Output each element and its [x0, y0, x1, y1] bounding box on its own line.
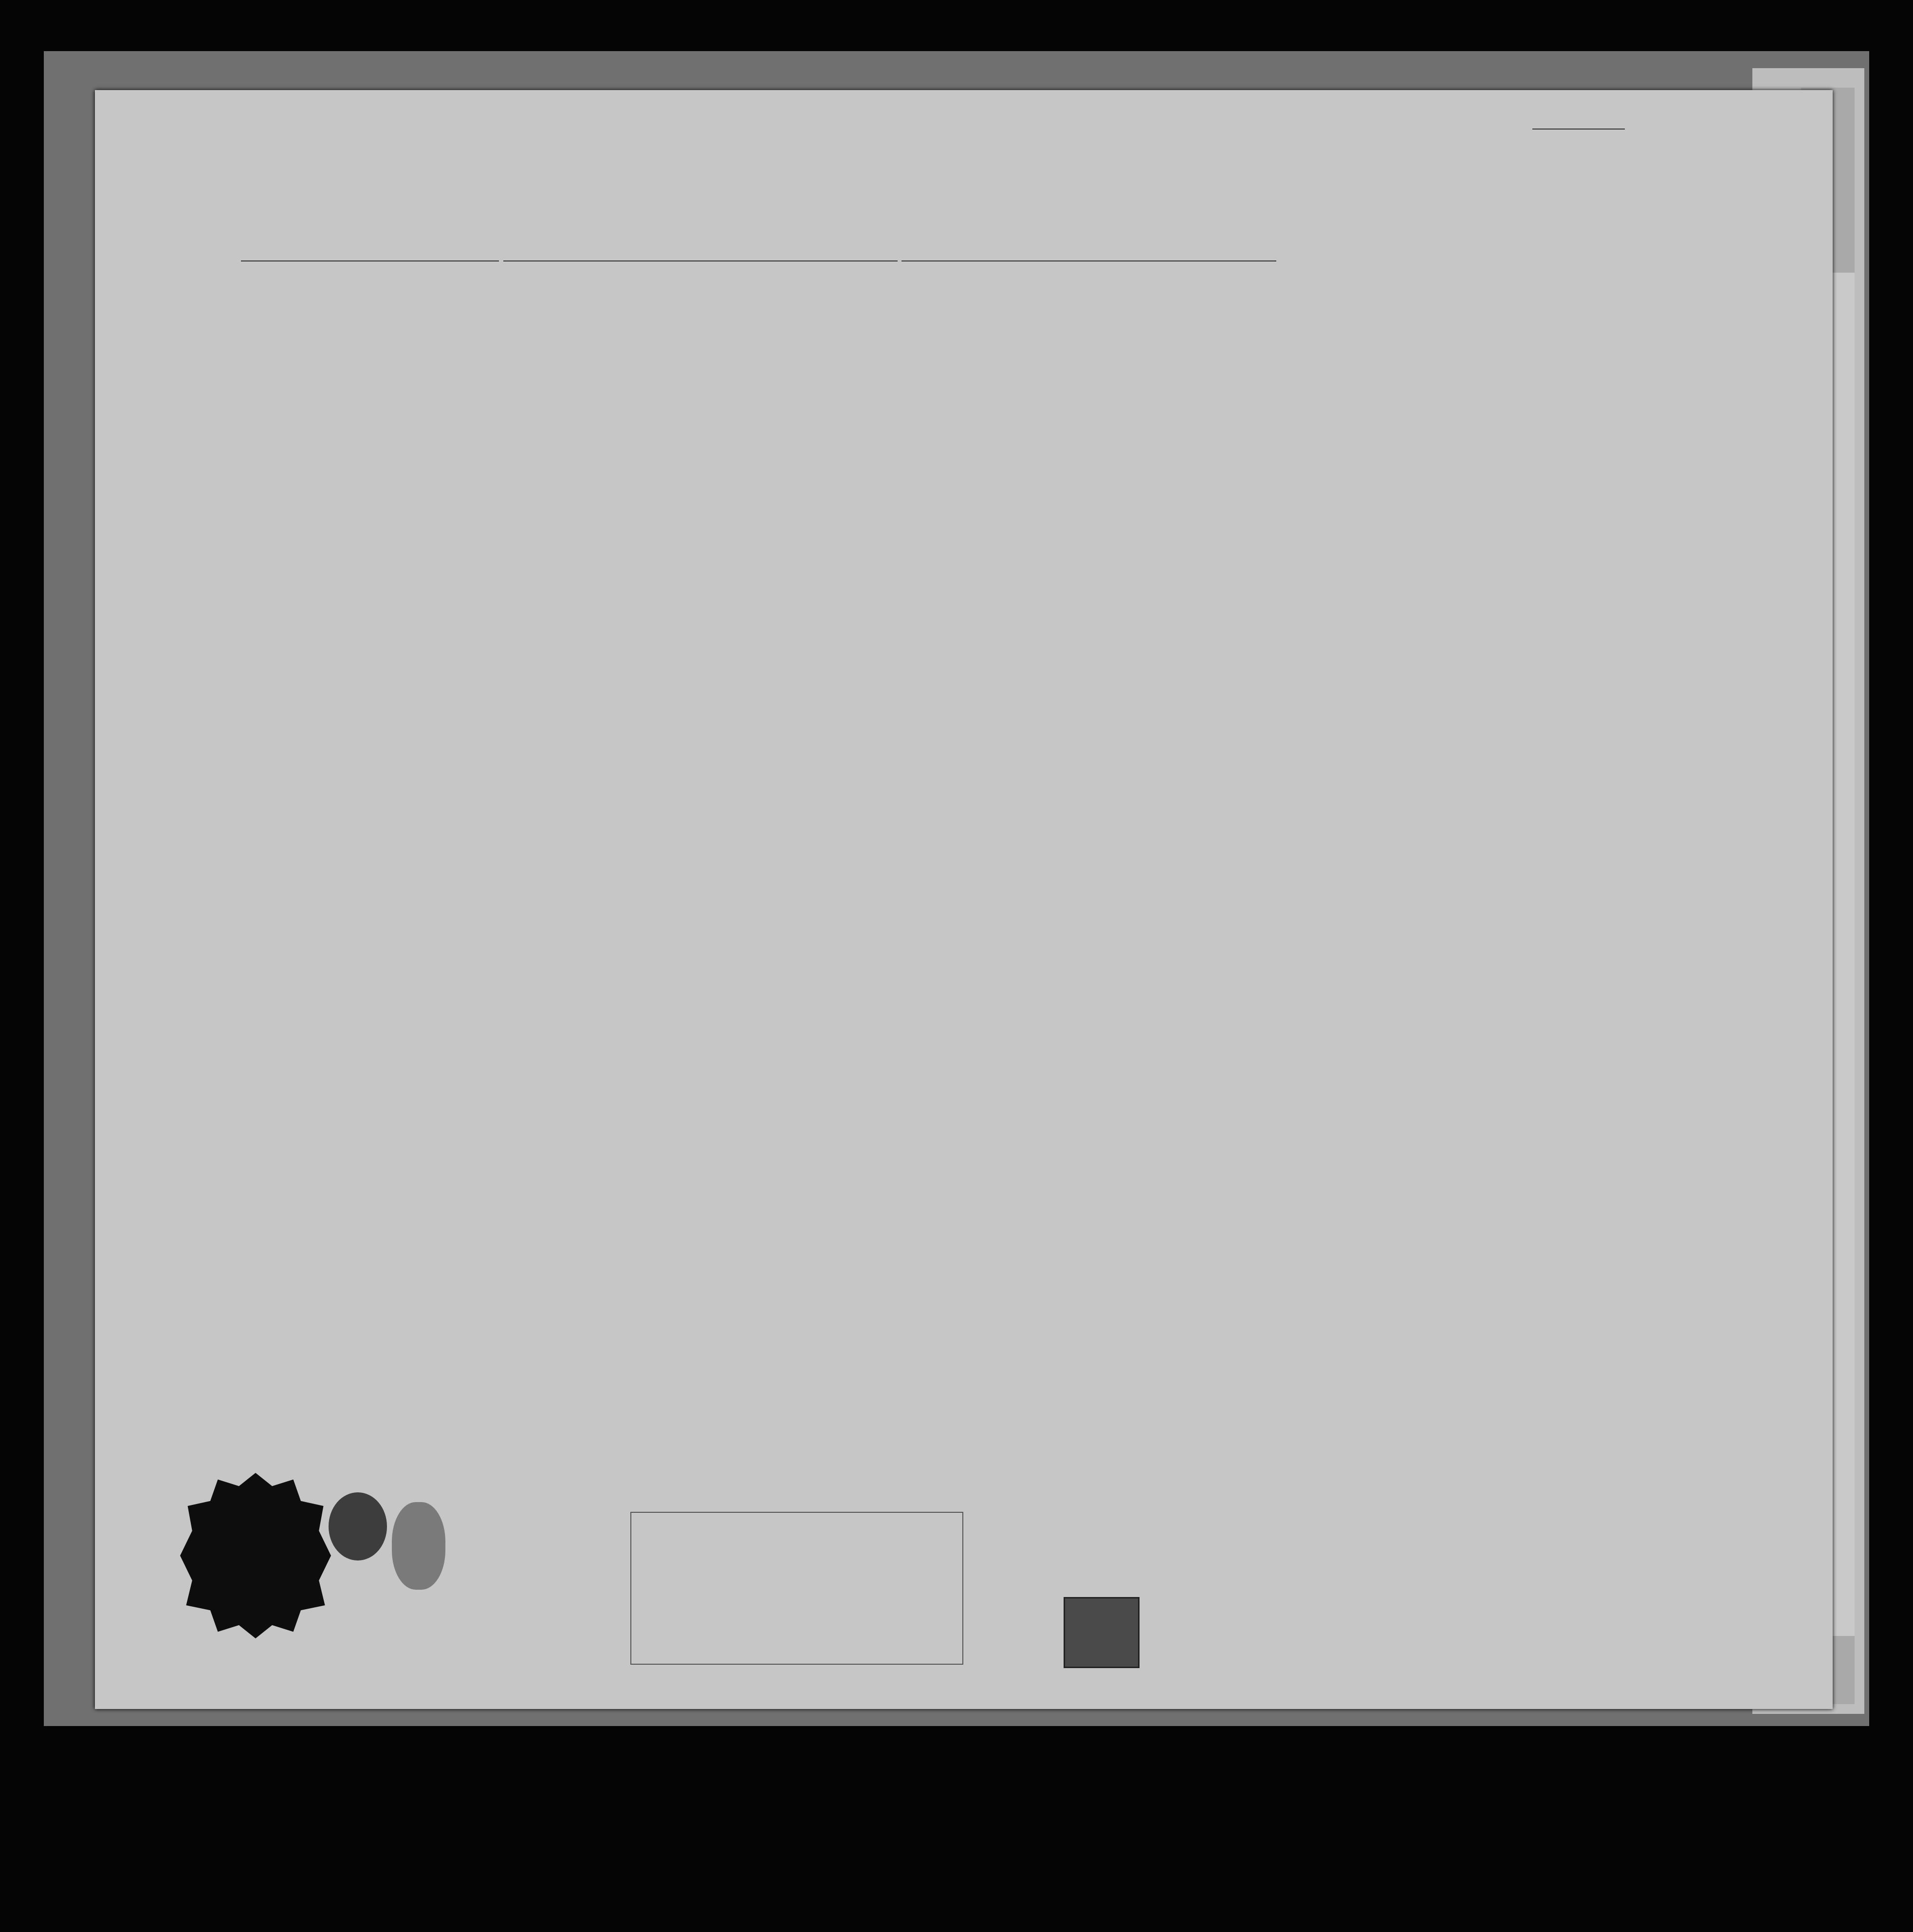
ink-blot — [392, 1502, 445, 1590]
ink-blot — [329, 1492, 387, 1560]
fee-stamp — [1064, 1597, 1140, 1668]
crew-table — [148, 285, 1823, 1590]
arriving-port — [503, 260, 898, 261]
consulate-stamp — [630, 1512, 963, 1665]
sheet-number — [1528, 118, 1625, 133]
page-title — [95, 136, 1833, 167]
vessel-row — [241, 246, 1276, 266]
manifest-sheet — [95, 90, 1833, 1709]
vessel-name — [241, 260, 499, 261]
departure-port — [901, 260, 1276, 261]
